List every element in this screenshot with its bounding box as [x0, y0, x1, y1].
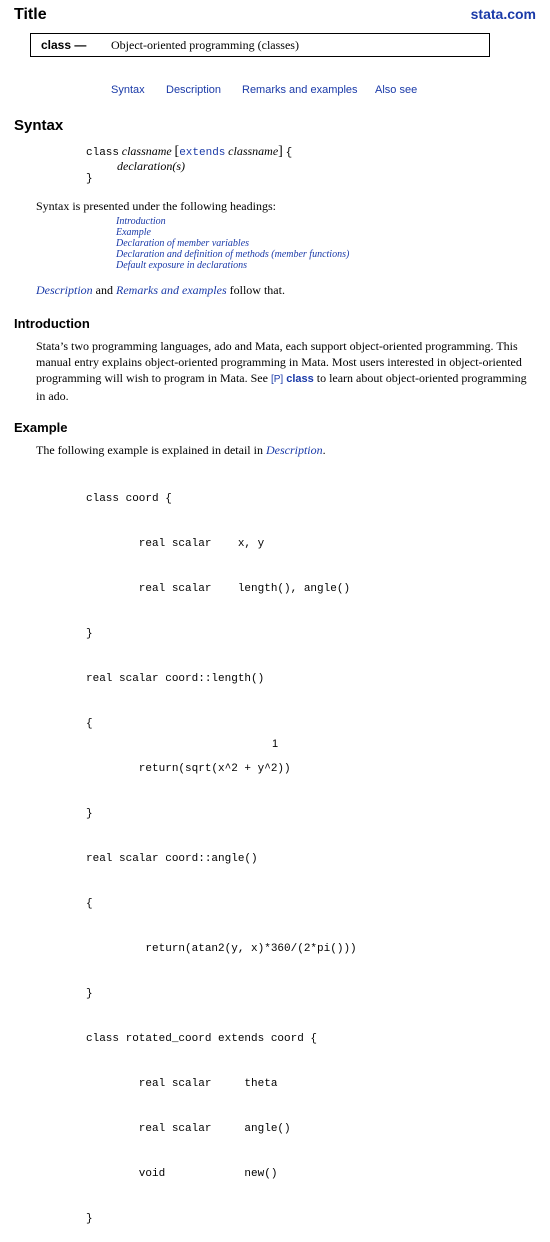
follow-tail: follow that.: [229, 283, 285, 297]
toc-example-link[interactable]: Example: [116, 227, 151, 238]
code-line: real scalar length(), angle(): [86, 583, 351, 595]
open-brace: {: [285, 147, 293, 159]
toc-methods-link[interactable]: Declaration and definition of methods (member functions): [116, 249, 350, 260]
code-line: real scalar angle(): [86, 1123, 291, 1135]
intro-line-4: in ado.: [36, 389, 69, 403]
code-line: real scalar theta: [86, 1078, 278, 1090]
syntax-line-3: }: [86, 173, 93, 185]
p-class-link[interactable]: class: [286, 373, 314, 385]
optional-bracket-open: [: [174, 144, 180, 159]
syntax-intro-text: Syntax is presented under the following headings:: [36, 199, 276, 213]
example-intro-period: .: [322, 443, 326, 457]
title-box: [30, 33, 490, 57]
syntax-line-2: declaration(s): [117, 159, 185, 173]
optional-bracket-close: ]: [278, 144, 283, 159]
nav-remarks-link[interactable]: Remarks and examples: [242, 84, 358, 96]
example-intro-text: The following example is explained in detail in: [36, 443, 263, 457]
code-line: {: [86, 718, 93, 730]
code-line: return(atan2(y, x)*360/(2*pi())): [86, 943, 357, 955]
stata-link[interactable]: stata.com: [470, 6, 536, 22]
intro-line-1: Stata’s two programming languages, ado and Mata, each support object-oriented programming. This: [36, 339, 518, 353]
command-description: Object-oriented programming (classes): [111, 38, 299, 52]
introduction-paragraph: [36, 338, 532, 404]
keyword-extends[interactable]: extends: [179, 147, 226, 159]
follow-text: [36, 282, 285, 298]
syntax-toc: [116, 216, 349, 271]
code-line: void new(): [86, 1168, 278, 1180]
example-code-block: [86, 462, 357, 1242]
classname-placeholder-2: classname: [228, 144, 279, 158]
example-description-link[interactable]: Description: [265, 443, 323, 457]
toc-default-exposure-link[interactable]: Default exposure in declarations: [116, 260, 247, 271]
keyword-class: class: [86, 147, 120, 159]
p-manual-tag[interactable]: [P]: [270, 374, 284, 385]
nav-also-see-link[interactable]: Also see: [375, 84, 418, 96]
code-line: return(sqrt(x^2 + y^2)): [86, 763, 291, 775]
example-heading: Example: [14, 420, 68, 435]
classname-placeholder: classname: [121, 144, 172, 158]
command-name: class —: [41, 38, 87, 52]
code-line: }: [86, 628, 93, 640]
remarks-link[interactable]: Remarks and examples: [116, 283, 227, 297]
code-line: real scalar x, y: [86, 538, 265, 550]
code-line: {: [86, 898, 93, 910]
code-line: real scalar coord::length(): [86, 673, 265, 685]
example-intro: [36, 442, 326, 458]
follow-and: and: [95, 283, 113, 297]
code-line: class rotated_coord extends coord {: [86, 1033, 318, 1045]
page-header-title: Title: [14, 6, 47, 23]
code-line: }: [86, 808, 93, 820]
page-number: 1: [271, 738, 279, 750]
syntax-heading: Syntax: [14, 117, 64, 134]
code-line: real scalar coord::angle(): [86, 853, 258, 865]
nav-syntax-link[interactable]: Syntax: [111, 84, 145, 96]
toc-introduction-link[interactable]: Introduction: [116, 216, 166, 227]
introduction-heading: Introduction: [14, 316, 90, 331]
code-line: class coord {: [86, 493, 172, 505]
nav-description-link[interactable]: Description: [166, 84, 222, 96]
code-line: }: [86, 988, 93, 1000]
intro-line-3: [36, 370, 532, 388]
intro-line-3-tail: to learn about object-oriented programming: [316, 371, 527, 385]
description-link[interactable]: Description: [36, 283, 93, 297]
code-line: }: [86, 1213, 93, 1225]
toc-member-variables-link[interactable]: Declaration of member variables: [116, 238, 250, 249]
intro-line-2: manual entry explains object-oriented programming in Mata. Most users interested in object-oriented: [36, 355, 522, 369]
intro-line-3-text: programming will wish to program in Mata. See: [36, 371, 268, 385]
